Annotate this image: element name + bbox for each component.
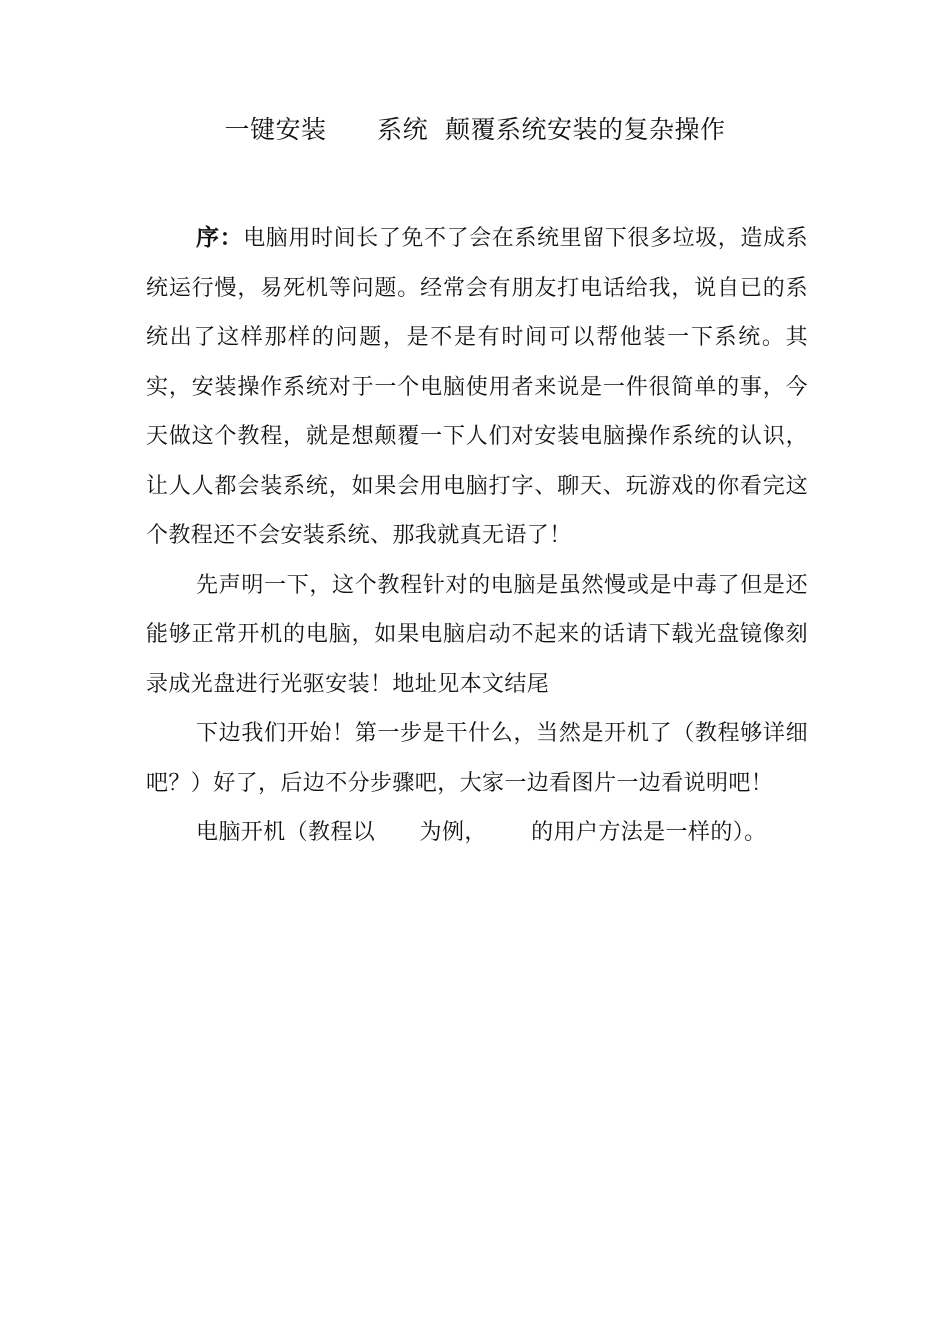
paragraph-boot: 电脑开机（教程以 为例， 的用户方法是一样的）。: [196, 820, 767, 845]
paragraph-start: 下边我们开始！第一步是干什么，当然是开机了（教程够详细吧？）好了，后边不分步骤吧，大家一边看图片一边看说明吧！: [146, 721, 808, 796]
document-body: [146, 214, 808, 858]
paragraph-disclaimer: 先声明一下，这个教程针对的电脑是虽然慢或是中毒了但是还能够正常开机的电脑，如果电脑启动不起来的话请下载光盘镜像刻录成光盘进行光驱安装！地址见本文结尾: [146, 572, 808, 697]
preface-label: 序：: [196, 225, 244, 251]
document-title: 一键安装 系统 颠覆系统安装的复杂操作: [224, 115, 726, 144]
preface-text: 电脑用时间长了免不了会在系统里留下很多垃圾，造成系统运行慢，易死机等问题。经常会有朋友打电话给我，说自已的系统出了这样那样的问题，是不是有时间可以帮他装一下系统。其实，安装操作系统对于一个电脑使用者来说是一件很简单的事，今天做这个教程，就是想颠覆一下人们对安装电脑操作系统的认识，让人人都会装系统，如果会用电脑打字、聊天、玩游戏的你看完这个教程还不会安装系统、那我就真无语了！: [146, 226, 808, 548]
preface-paragraph: [146, 214, 808, 561]
